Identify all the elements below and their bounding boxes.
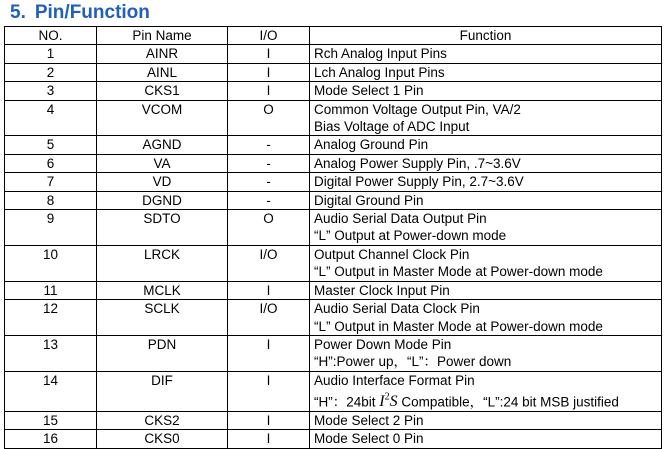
table-row [5, 210, 662, 246]
pin-name: PDN [97, 335, 228, 371]
pin-number: 3 [5, 82, 97, 100]
table-row [5, 82, 662, 100]
header-io: I/O [228, 27, 310, 45]
pin-io: O [228, 210, 310, 246]
function-line: “L” Output in Master Mode at Power-down mode [314, 318, 603, 334]
table-row [5, 430, 662, 448]
table-row [5, 45, 662, 63]
table-row [5, 63, 662, 81]
pin-number: 2 [5, 63, 97, 81]
function-line: Mode Select 1 Pin [314, 83, 424, 99]
pin-io: - [228, 136, 310, 154]
pin-name: CKS2 [97, 411, 228, 429]
table-row [5, 173, 662, 191]
pin-number: 7 [5, 173, 97, 191]
i2s-letter-i: I [379, 393, 385, 411]
table-row [5, 281, 662, 299]
pin-number: 4 [5, 100, 97, 136]
i2s-suffix: Compatible，“L”:24 bit MSB justified [397, 394, 619, 410]
table-row [5, 300, 662, 336]
pin-io: I [228, 63, 310, 81]
pin-function [310, 136, 662, 154]
header-no: NO. [5, 27, 97, 45]
pin-function [310, 191, 662, 209]
pin-name: AINR [97, 45, 228, 63]
table-row [5, 245, 662, 281]
pin-function [310, 430, 662, 448]
i2s-letter-s: S [389, 393, 398, 411]
pin-function [310, 100, 662, 136]
pin-number: 8 [5, 191, 97, 209]
pin-io: I/O [228, 300, 310, 336]
pin-number: 13 [5, 335, 97, 371]
section-number: 5. [10, 2, 26, 23]
pin-function-table [4, 26, 662, 449]
section-heading [10, 0, 150, 26]
pin-name: AINL [97, 63, 228, 81]
pin-function [310, 245, 662, 281]
function-line: Master Clock Input Pin [314, 282, 450, 298]
pin-name: SCLK [97, 300, 228, 336]
pin-function [310, 371, 662, 411]
pin-number: 1 [5, 45, 97, 63]
pin-name: SDTO [97, 210, 228, 246]
pin-name: MCLK [97, 281, 228, 299]
pin-function [310, 281, 662, 299]
table-row [5, 136, 662, 154]
table-row [5, 100, 662, 136]
pin-io: I [228, 411, 310, 429]
pin-name: CKS0 [97, 430, 228, 448]
pin-number: 11 [5, 281, 97, 299]
table-row [5, 335, 662, 371]
function-line: Analog Power Supply Pin, .7~3.6V [314, 155, 521, 171]
pin-name: DGND [97, 191, 228, 209]
function-line: Audio Interface Format Pin [314, 372, 475, 388]
pin-name: DIF [97, 371, 228, 411]
pin-io: I [228, 281, 310, 299]
function-line: Output Channel Clock Pin [314, 246, 470, 262]
pin-name: VD [97, 173, 228, 191]
pin-number: 16 [5, 430, 97, 448]
i2s-superscript: 2 [384, 392, 390, 404]
table-row [5, 411, 662, 429]
table-row [5, 154, 662, 172]
function-line: Analog Ground Pin [314, 137, 429, 153]
pin-number: 15 [5, 411, 97, 429]
pin-name: VA [97, 154, 228, 172]
function-line: Digital Ground Pin [314, 192, 424, 208]
pin-io: I [228, 371, 310, 411]
function-line: Rch Analog Input Pins [314, 46, 447, 62]
function-line: “L” Output at Power-down mode [314, 228, 507, 244]
function-line: Audio Serial Data Output Pin [314, 211, 487, 227]
pin-io: - [228, 154, 310, 172]
pin-function [310, 335, 662, 371]
pin-function [310, 82, 662, 100]
pin-io: I [228, 335, 310, 371]
pin-io: O [228, 100, 310, 136]
pin-function [310, 210, 662, 246]
table-row [5, 191, 662, 209]
function-line: Audio Serial Data Clock Pin [314, 301, 480, 317]
function-line: Lch Analog Input Pins [314, 64, 445, 80]
pin-number: 9 [5, 210, 97, 246]
function-line: Power Down Mode Pin [314, 336, 452, 352]
i2s-symbol [379, 393, 397, 410]
function-line-i2s [314, 389, 661, 411]
function-line: Mode Select 0 Pin [314, 431, 424, 447]
header-pin-name: Pin Name [97, 27, 228, 45]
function-line: Mode Select 2 Pin [314, 412, 424, 428]
pin-number: 10 [5, 245, 97, 281]
pin-function [310, 45, 662, 63]
pin-number: 5 [5, 136, 97, 154]
i2s-prefix: “H”：24bit [314, 394, 380, 410]
table-header-row [5, 27, 662, 45]
pin-number: 14 [5, 371, 97, 411]
pin-io: I/O [228, 245, 310, 281]
pin-function [310, 63, 662, 81]
pin-name: CKS1 [97, 82, 228, 100]
function-line: Digital Power Supply Pin, 2.7~3.6V [314, 174, 524, 190]
function-line: “H”:Power up，“L”：Power down [314, 354, 512, 370]
header-function: Function [310, 27, 662, 45]
pin-io: I [228, 82, 310, 100]
function-line: Common Voltage Output Pin, VA/2 [314, 101, 521, 117]
section-title: Pin/Function [34, 2, 150, 23]
pin-function [310, 173, 662, 191]
pin-io: - [228, 173, 310, 191]
table-row [5, 371, 662, 411]
pin-io: - [228, 191, 310, 209]
pin-name: AGND [97, 136, 228, 154]
pin-function [310, 411, 662, 429]
pin-number: 6 [5, 154, 97, 172]
pin-name: LRCK [97, 245, 228, 281]
pin-number: 12 [5, 300, 97, 336]
pin-name: VCOM [97, 100, 228, 136]
function-line: Bias Voltage of ADC Input [314, 119, 470, 135]
pin-io: I [228, 45, 310, 63]
function-line: “L” Output in Master Mode at Power-down mode [314, 264, 603, 280]
pin-io: I [228, 430, 310, 448]
pin-function [310, 154, 662, 172]
pin-function [310, 300, 662, 336]
